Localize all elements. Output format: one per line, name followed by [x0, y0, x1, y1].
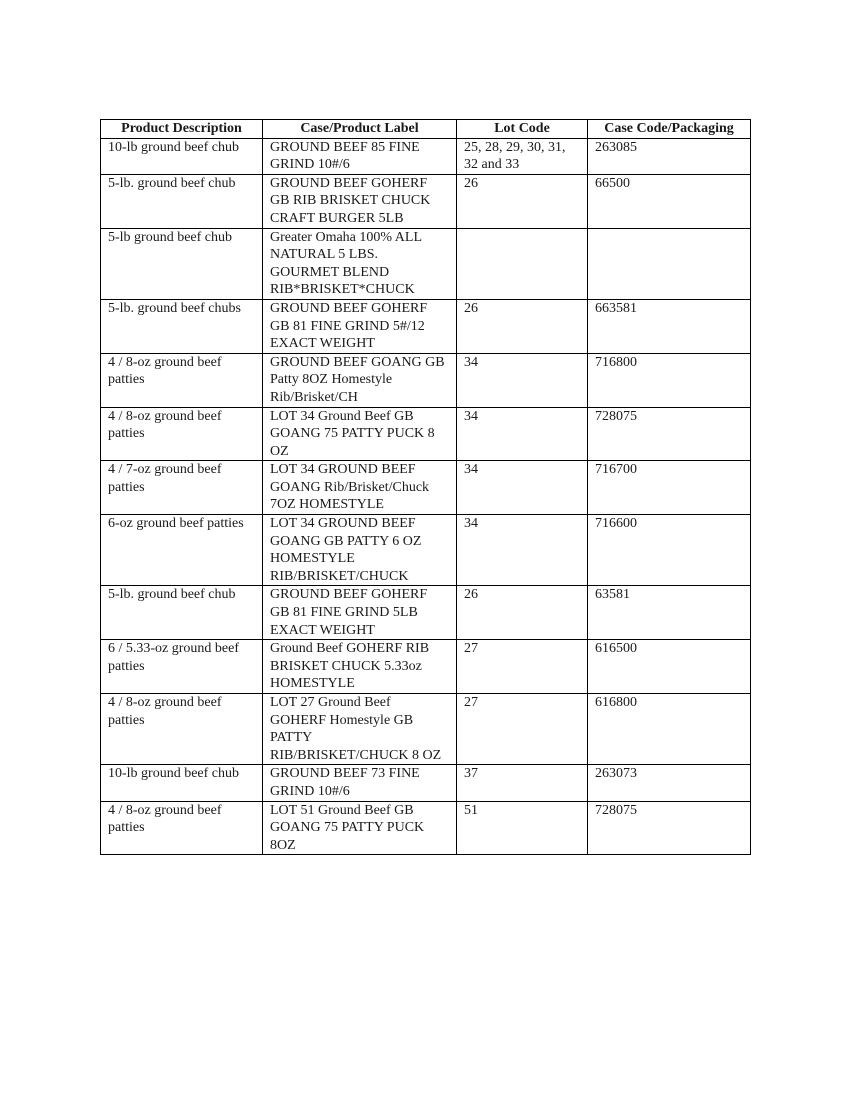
table-body	[101, 138, 751, 855]
table-row	[101, 353, 751, 407]
product-description-cell: 4 / 8-oz ground beef patties	[101, 407, 263, 461]
case-product-label-cell: Ground Beef GOHERF RIB BRISKET CHUCK 5.33oz HOMESTYLE	[263, 640, 457, 694]
table-row	[101, 174, 751, 228]
product-description-cell: 10-lb ground beef chub	[101, 765, 263, 801]
header-product-description: Product Description	[101, 120, 263, 139]
product-description-cell: 4 / 8-oz ground beef patties	[101, 694, 263, 765]
product-description-cell: 4 / 8-oz ground beef patties	[101, 353, 263, 407]
case-product-label-cell: Greater Omaha 100% ALL NATURAL 5 LBS. GOURMET BLEND RIB*BRISKET*CHUCK	[263, 228, 457, 299]
case-code-cell: 63581	[588, 586, 751, 640]
product-description-cell: 6-oz ground beef patties	[101, 515, 263, 586]
lot-code-cell: 34	[457, 461, 588, 515]
case-product-label-cell: LOT 34 Ground Beef GB GOANG 75 PATTY PUCK 8 OZ	[263, 407, 457, 461]
lot-code-cell: 26	[457, 586, 588, 640]
case-code-cell: 66500	[588, 174, 751, 228]
lot-code-cell: 25, 28, 29, 30, 31, 32 and 33	[457, 138, 588, 174]
table-row	[101, 228, 751, 299]
case-code-cell: 716800	[588, 353, 751, 407]
case-code-cell: 728075	[588, 407, 751, 461]
case-code-cell: 728075	[588, 801, 751, 855]
lot-code-cell: 34	[457, 515, 588, 586]
case-product-label-cell: GROUND BEEF GOHERF GB 81 FINE GRIND 5#/12 EXACT WEIGHT	[263, 299, 457, 353]
product-description-cell: 10-lb ground beef chub	[101, 138, 263, 174]
table-row	[101, 407, 751, 461]
product-description-cell: 5-lb. ground beef chub	[101, 586, 263, 640]
header-row	[101, 120, 751, 139]
case-product-label-cell: LOT 27 Ground Beef GOHERF Homestyle GB PATTY RIB/BRISKET/CHUCK 8 OZ	[263, 694, 457, 765]
product-description-cell: 5-lb. ground beef chubs	[101, 299, 263, 353]
header-case-product-label: Case/Product Label	[263, 120, 457, 139]
header-case-code-packaging: Case Code/Packaging	[588, 120, 751, 139]
table-row	[101, 640, 751, 694]
product-description-cell: 4 / 8-oz ground beef patties	[101, 801, 263, 855]
case-code-cell: 716700	[588, 461, 751, 515]
case-product-label-cell: LOT 51 Ground Beef GB GOANG 75 PATTY PUCK 8OZ	[263, 801, 457, 855]
lot-code-cell: 26	[457, 174, 588, 228]
case-product-label-cell: GROUND BEEF 73 FINE GRIND 10#/6	[263, 765, 457, 801]
lot-code-cell: 34	[457, 407, 588, 461]
lot-code-cell	[457, 228, 588, 299]
product-description-cell: 5-lb. ground beef chub	[101, 174, 263, 228]
table-row	[101, 515, 751, 586]
lot-code-cell: 51	[457, 801, 588, 855]
case-code-cell	[588, 228, 751, 299]
case-product-label-cell: GROUND BEEF GOHERF GB 81 FINE GRIND 5LB EXACT WEIGHT	[263, 586, 457, 640]
product-description-cell: 5-lb ground beef chub	[101, 228, 263, 299]
case-product-label-cell: GROUND BEEF 85 FINE GRIND 10#/6	[263, 138, 457, 174]
case-code-cell: 616800	[588, 694, 751, 765]
table-row	[101, 801, 751, 855]
case-product-label-cell: GROUND BEEF GOHERF GB RIB BRISKET CHUCK CRAFT BURGER 5LB	[263, 174, 457, 228]
case-code-cell: 616500	[588, 640, 751, 694]
recall-product-table	[100, 119, 751, 855]
lot-code-cell: 34	[457, 353, 588, 407]
case-code-cell: 716600	[588, 515, 751, 586]
table-row	[101, 299, 751, 353]
table-row	[101, 586, 751, 640]
case-product-label-cell: LOT 34 GROUND BEEF GOANG Rib/Brisket/Chuck 7OZ HOMESTYLE	[263, 461, 457, 515]
table-header	[101, 120, 751, 139]
case-code-cell: 263085	[588, 138, 751, 174]
lot-code-cell: 26	[457, 299, 588, 353]
table-row	[101, 694, 751, 765]
table-row	[101, 138, 751, 174]
lot-code-cell: 27	[457, 640, 588, 694]
product-description-cell: 6 / 5.33-oz ground beef patties	[101, 640, 263, 694]
case-code-cell: 263073	[588, 765, 751, 801]
case-product-label-cell: GROUND BEEF GOANG GB Patty 8OZ Homestyle Rib/Brisket/CH	[263, 353, 457, 407]
case-code-cell: 663581	[588, 299, 751, 353]
table-row	[101, 765, 751, 801]
case-product-label-cell: LOT 34 GROUND BEEF GOANG GB PATTY 6 OZ HOMESTYLE RIB/BRISKET/CHUCK	[263, 515, 457, 586]
table-row	[101, 461, 751, 515]
header-lot-code: Lot Code	[457, 120, 588, 139]
lot-code-cell: 27	[457, 694, 588, 765]
lot-code-cell: 37	[457, 765, 588, 801]
product-description-cell: 4 / 7-oz ground beef patties	[101, 461, 263, 515]
